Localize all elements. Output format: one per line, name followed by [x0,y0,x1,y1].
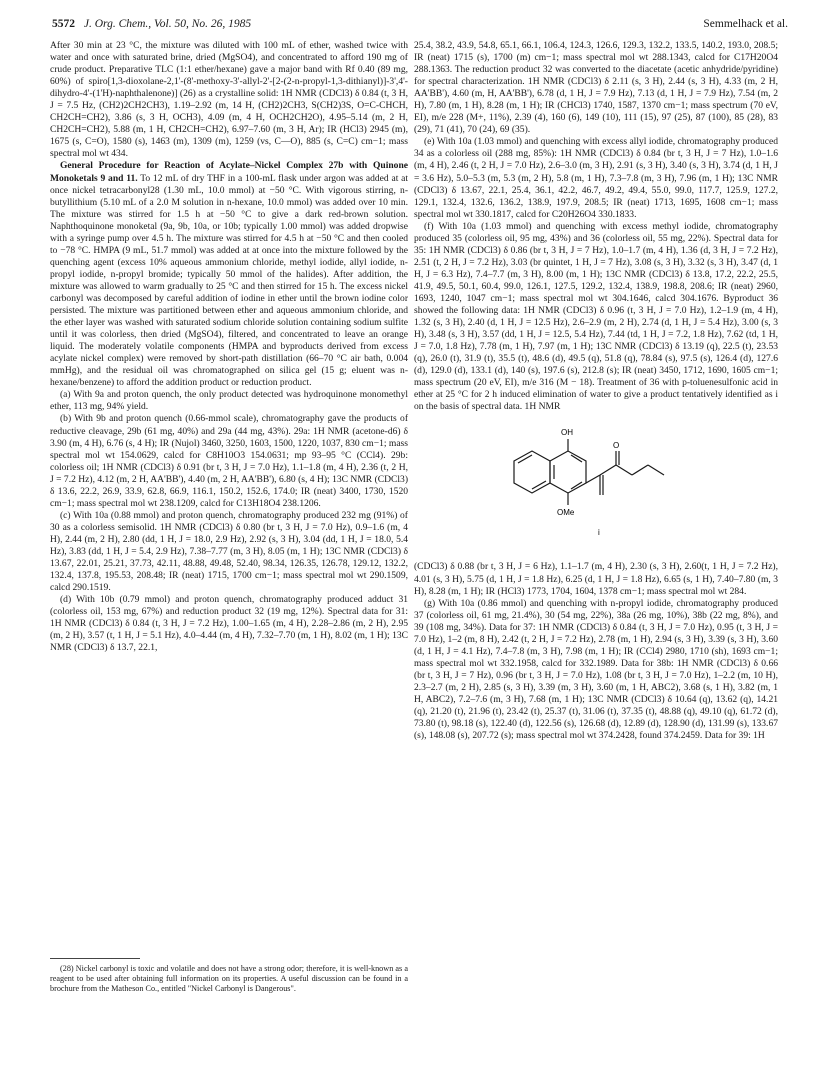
page-number: 5572 [52,18,75,30]
header-left [52,16,251,32]
chemical-structure-i [414,417,778,555]
paragraph-c: (c) With 10a (0.88 mmol) and proton quench, chromatography produced 232 mg (91%) of 30 as a colorless semisolid. 1H NMR (CDCl3) δ 0.80 (br t, 3 H, J = 7.0 Hz), 0.9–1.6 (m, 4 H), 2.44 (m, 2 H), 2.80 (dd, 1 H, J = 18.0, 2.9 Hz), 2.92 (s, 3 H), 3.04 (dd, 1 H, J = 18.0, 5.4 Hz), 3.83 (dd, 1 H, J = 5.4, 2.9 Hz), 7.38–7.77 (m, 3 H), 8.05 (m, 1 H); 13C NMR (CDCl3) δ 13.67, 22.01, 25.21, 37.73, 42.11, 48.88, 49.48, 52.40, 98.34, 126.35, 126.78, 129.12, 132.2, 132.4, 137.8, 195.53, 208.48; IR (neat) 1715, 1700 cm−1; mass spectral mol wt 290.1509, calcd 290.1519. [50,509,408,594]
header-authors: Semmelhack et al. [703,18,788,30]
compound-label: i [598,528,600,538]
paragraph-continued: 25.4, 38.2, 43.9, 54.8, 65.1, 66.1, 106.4, 124.3, 126.6, 129.3, 132.2, 133.5, 140.2, 193.0, 208.5; IR (neat) 1715 (s), 1700 (m) cm−1; mass spectral mol wt 288.1343, calcd for C17H20O4 288.1363. The reduction product 32 was converted to the diacetate (acetic anhydride/pyridine) for spectral characterization. 1H NMR (CDCl3) δ 2.11 (s, 3 H), 2.44 (s, 3 H), 4.33 (m, 2 H, AA'BB'), 4.60 (m, H, AA'BB'), 6.78 (d, 1 H, J = 7.9 Hz), 7.13 (d, 1 H, J = 7.9 Hz), 7.54 (m, 2 H), 7.80 (m, 1 H), 8.28 (m, 1 H); IR (CHCl3) 1740, 1587, 1370 cm−1; mass spectrum (70 eV, EI), m/e 228 (M+, 11%), 2.39 (4), 160 (6), 149 (10), 111 (15), 97 (25), 87 (100), 85 (28), 83 (29), 71 (41), 70 (24), 69 (35). [414,40,778,136]
general-procedure-body: To 12 mL of dry THF in a 100-mL flask under argon was added at at once nickel tetracarbonyl28 (1.30 mL, 10.0 mmol) at −50 °C. With vigorous stirring, n-butyllithium (5.10 mL of a 2.0 M solution in n-hexane, 10.0 mmol) was added over 10 min. The mixture was stirred for 1.5 h at −50 °C to give a dark red-brown solution. Naphthoquinone monoketal (9a, 9b, 10a, or 10b; typically 1.00 mmol) was added dropwise with a syringe pump over 4.5 h. The mixture was stirred for 4.5 h at −50 °C and then cooled to −78 °C. HMPA (9 mL, 51.7 mmol) was added at at once into the mixture followed by the quenching agent (excess 10% aqueous ammonium chloride, methyl iodide, allyl iodide, n-propyl iodide, n-propyl bromide; typically 50 mmol of the halides). After addition, the mixture was allowed to warm gradually to 25 °C and then stirred for 15 h. The excess nickel carbonyl was decomposed by careful addition of iodine in ether until the brown iodine color persisted. The mixture was partitioned between ether and aqueous ammonium chloride, and the ether layer was washed with saturated sodium chloride solution containing sodium sulfite until it was colorless, then dried (MgSO4), filtered, and concentrated to leave an orange liquid. The moderately volatile components (HMPA and byproducts derived from excess acylate nickel complex) were removed by short-path distillation (66–70 °C air bath, 0.004 mmHg), and the residual oil was chromatographed on silica gel (15 g; eluent was n-hexane/benzene) to afford the addition product or reduction product. [50,172,409,389]
structure-drawing [414,417,778,555]
paragraph-d: (d) With 10b (0.79 mmol) and proton quench, chromatography produced adduct 31 (colorless oil, 153 mg, 67%) and reduction product 32 (19 mg, 12%). Spectral data for 31: 1H NMR (CDCl3) δ 0.84 (t, 3 H, J = 7.2 Hz), 1.00–1.65 (m, 4 H), 2.28–2.86 (m, 2 H), 2.95 (m, 2 H), 3.57 (t, 1 H, J = 5.1 Hz), 4.0–4.44 (m, 4 H), 7.32–7.70 (m, 1 H), 8.02 (m, 1 H); 13C NMR (CDCl3) δ 13.7, 22.1, [50,594,408,654]
ome-label: OMe [557,508,575,518]
ketone-o-label: O [613,441,620,451]
paragraph-g: (g) With 10a (0.86 mmol) and quenching with n-propyl iodide, chromatography produced 37 (colorless oil, 61 mg, 21.4%), 30 (54 mg, 22%), 38a (26 mg, 10%), 38b (22 mg, 8%), and 39 (108 mg, 34%). Data for 37: 1H NMR (CDCl3) δ 0.84 (t, 3 H, J = 7.0 Hz), 0.95 (t, 3 H, J = 7.0 Hz), 1–2 (m, 8 H), 2.42 (t, 2 H, J = 7.2 Hz), 2.78 (m, 1 H), 2.94 (s, 3 H), 3.39 (s, 3 H), 3.60 (d, 1 H, J = 4.1 Hz), 7.4–7.8 (m, 3 H), 7.98 (m, 1 H); IR (CCl4) 2980, 1710 (sh), 1693 cm−1; mass spectral mol wt 332.1958, calcd for 332.1989. Data for 38b: 1H NMR (CDCl3) δ 0.66 (br t, 3 H, J = 7 Hz), 0.96 (br t, 3 H, J = 7.0 Hz), 1.08 (br t, 3 H, J = 7.0 Hz), 1–2.2 (m, 10 H), 2.3–2.7 (m, 2 H), 2.85 (s, 3 H), 3.39 (m, 3 H), 3.60 (m, 1 H, ABC2), 3.68 (s, 1 H), 3.82 (m, 1 H, ABC2), 7.2–7.6 (m, 3 H), 7.68 (m, 1 H); 13C NMR (CDCl3) δ 10.64 (q), 13.62 (q), 14.21 (q), 21.20 (t), 21.96 (t), 23.42 (t), 25.37 (t), 31.06 (t), 37.35 (t), 48.88 (q), 49.10 (q), 61.72 (d), 73.80 (t), 98.18 (s), 122.40 (d), 122.56 (s), 126.68 (d), 12.89 (d), 128.90 (d), 131.99 (s), 133.67 (s), 148.08 (s), 207.72 (s); mass spectral mol wt 374.2428, found 374.2459. Data for 39: 1H [414,597,778,742]
paragraph-f: (f) With 10a (1.03 mmol) and quenching with excess methyl iodide, chromatography produced 35 (colorless oil, 95 mg, 43%) and 36 (colorless oil, 55 mg, 22%). Spectral data for 35: 1H NMR (CDCl3) δ 0.86 (br t, 3 H, J = 7 Hz), 1.0–1.7 (m, 4 H), 1.36 (d, 3 H, J = 7.2 Hz), 2.51 (t, 2 H, J = 7.2 Hz), 3.03 (br quintet, 1 H, J = 7 Hz), 3.08 (s, 3 H), 3.32 (s, 3 H), 3.47 (d, 1 H, J = 6.3 Hz), 7.4–7.7 (m, 3 H), 8.00 (m, 1 H); 13C NMR (CDCl3) δ 13.8, 17.2, 22.2, 25.5, 41.9, 49.5, 50.1, 60.4, 99.0, 126.1, 127.5, 129.2, 132.4, 138.9, 198.8, 208.6; IR (neat) 2960, 1693, 1240, 1047 cm−1; mass spectral mol wt 304.1646, calcd 304.1676. Byproduct 36 showed the following data: 1H NMR (CDCl3) δ 0.96 (t, 3 H, J = 7.0 Hz), 1.2–1.9 (m, 4 H), 1.32 (s, 3 H), 2.40 (d, 1 H, J = 12.5 Hz), 2.6–2.9 (m, 2 H), 2.74 (d, 1 H, J = 5.4 Hz), 3.00 (s, 3 H), 3.48 (s, 3 H), 3.57 (dd, 1 H, J = 12.5, 5.4 Hz), 7.44 (td, 1 H, J = 7.2, 1.8 Hz), 7.62 (td, 1 H, J = 7.0, 1.8 Hz), 7.78 (m, 1 H), 7.97 (m, 1 H); 13C NMR (CDCl3) δ 13.19 (q), 22.5 (t), 23.53 (q), 26.0 (t), 31.9 (t), 35.5 (t), 48.6 (d), 49.5 (q), 51.8 (q), 78.84 (s), 97.5 (s), 126.4 (d), 127.6 (d), 129.0 (d), 133.1 (d), 140 (s), 197.6 (s), 212.8 (s); IR (neat) 3450, 1712, 1690, 1605 cm−1; mass spectrum (20 eV, EI), m/e 316 (M − 18). Treatment of 36 with p-toluenesulfonic acid in ether at 25 °C for 2 h induced elimination of water to give a product tentatively identified as i on the basis of spectral data. 1H NMR [414,220,778,413]
left-column [50,40,408,654]
benzo-ring-left [514,451,550,493]
right-column [414,40,778,742]
paragraph-b: (b) With 9b and proton quench (0.66-mmol scale), chromatography gave the products of reductive cleavage, 29b (61 mg, 40%) and 29a (44 mg, 43%). 29a: 1H NMR (acetone-d6) δ 3.90 (m, 4 H), 6.76 (s, 4 H); IR (Nujol) 3460, 3250, 1603, 1500, 1220, 1037, 830 cm−1; mass spectral mol wt 154.0629, calcd for C8H10O3 154.0631; mp 93–95 °C (CCl4). 29b: colorless oil; 1H NMR (CDCl3) δ 0.91 (br t, 3 H, J = 7.0 Hz), 1.1–1.8 (m, 4 H), 2.36 (t, 2 H, J = 7.2 Hz), 4.12 (m, 2 H, AA'BB'), 4.40 (m, 2 H, AA'BB'), 6.80 (s, 4 H); 13C NMR (CDCl3) δ 13.6, 22.2, 26.9, 33.9, 62.8, 66.9, 116.1, 150.2, 152.6, 174.0; IR (neat) 3400, 1730, 1520 cm−1; mass spectral mol wt 238.1209, calcd for C13H18O4 238.1206. [50,413,408,509]
paragraph-general-procedure [50,160,408,389]
benzo-ring-right [550,451,586,493]
paragraph-e: (e) With 10a (1.03 mmol) and quenching with excess allyl iodide, chromatography produced 34 as a colorless oil (288 mg, 85%): 1H NMR (CDCl3) δ 0.84 (br t, 3 H, J = 7 Hz), 1.0–1.6 (m, 4 H), 2.46 (t, 2 H, J = 7.0 Hz), 2.6–3.0 (m, 3 H), 2.91 (s, 3 H), 3.40 (s, 3 H), 3.74 (d, 1 H, J = 3.6 Hz), 5.0–5.3 (m, 5.3 (m, 2 H), 5.8 (m, 1 H), 7.3–7.8 (m, 3 H), 7.96 (m, 1 H); 13C NMR (CDCl3) δ 13.67, 22.1, 25.4, 36.1, 42.2, 46.7, 49.2, 49.4, 55.0, 99.0, 117.7, 125.9, 127.2, 129.1, 132.4, 132.6, 136.2, 138.9, 197.9, 208.5; IR (neat) 1713, 1695, 1608 cm−1; mass spectral mol wt 330.1817, calcd for C20H26O4 330.1833. [414,136,778,220]
oh-label: OH [561,428,573,438]
footnote-28: (28) Nickel carbonyl is toxic and volatile and does not have a strong odor; therefore, it is well-known as a reagent to be used after obtaining full information on its properties. A useful discussion can be found in a brochure from the Matheson Co., entitled "Nickel Carbonyl is Dangerous". [50,964,408,994]
general-procedure-heading: General Procedure for Reaction of Acylate–Nickel Complex 27b with Quinone Monoketals 9 and 11. [50,160,408,184]
paragraph-a: (a) With 9a and proton quench, the only product detected was hydroquinone monomethyl ether, 113 mg, 94% yield. [50,389,408,413]
paragraph-f-continued: (CDCl3) δ 0.88 (br t, 3 H, J = 6 Hz), 1.1–1.7 (m, 4 H), 2.30 (s, 3 H), 2.60(t, 1 H, J = 7.2 Hz), 4.01 (s, 3 H), 5.75 (d, 1 H, J = 1.8 Hz), 6.25 (d, 1 H, J = 1.8 Hz), 6.65 (s, 1 H), 7.40–7.80 (m, 3 H), 8.28 (m, 1 H); IR (HCl3) 1773, 1704, 1604, 1378 cm−1; mass spectral mol wt 284. [414,561,778,597]
paragraph-synthesis-26: After 30 min at 23 °C, the mixture was diluted with 100 mL of ether, washed twice with water and once with saturated brine, dried (MgSO4), and concentrated to afford 190 mg of crude product. Preparative TLC (1:1 ether/hexane) gave a major band with Rf 0.40 (89 mg, 60%) of spiro[1,3-dioxolane-2,1'-(8'-methoxy-3'-allyl-2'-[2-(2-n-propyl-1,3-dithianyl)]-3',4'-dihydro-4'-(1'H)-naphthalenone)] (26) as a crystalline solid: 1H NMR (CDCl3) δ 0.84 (t, 3 H, J = 7.5 Hz, (CH2)2CH2CH3), 1.19–2.92 (m, 14 H, (CH2)2CH3, S(CH2)3S, O=C-CHCH, CH2CH=CH2), 3.86 (s, 3 H, OCH3), 4.09 (m, 4 H, OCH2CH2O), 4.95–5.14 (m, 2 H, CH2CH=CH2), 5.88 (m, 1 H, CH2CH=CH2), 6.97–7.60 (m, 3 H, Ar); IR (HCl3) 2945 (m), 1675 (s, C=O), 1580 (s), 1463 (m), 1309 (m), 1259 (vs, C—O), 885 (s, C=C) cm−1; mass spectral mol wt 434. [50,40,408,160]
footnote-divider [50,958,140,959]
journal-citation: J. Org. Chem., Vol. 50, No. 26, 1985 [83,18,252,30]
page-header [52,16,788,32]
